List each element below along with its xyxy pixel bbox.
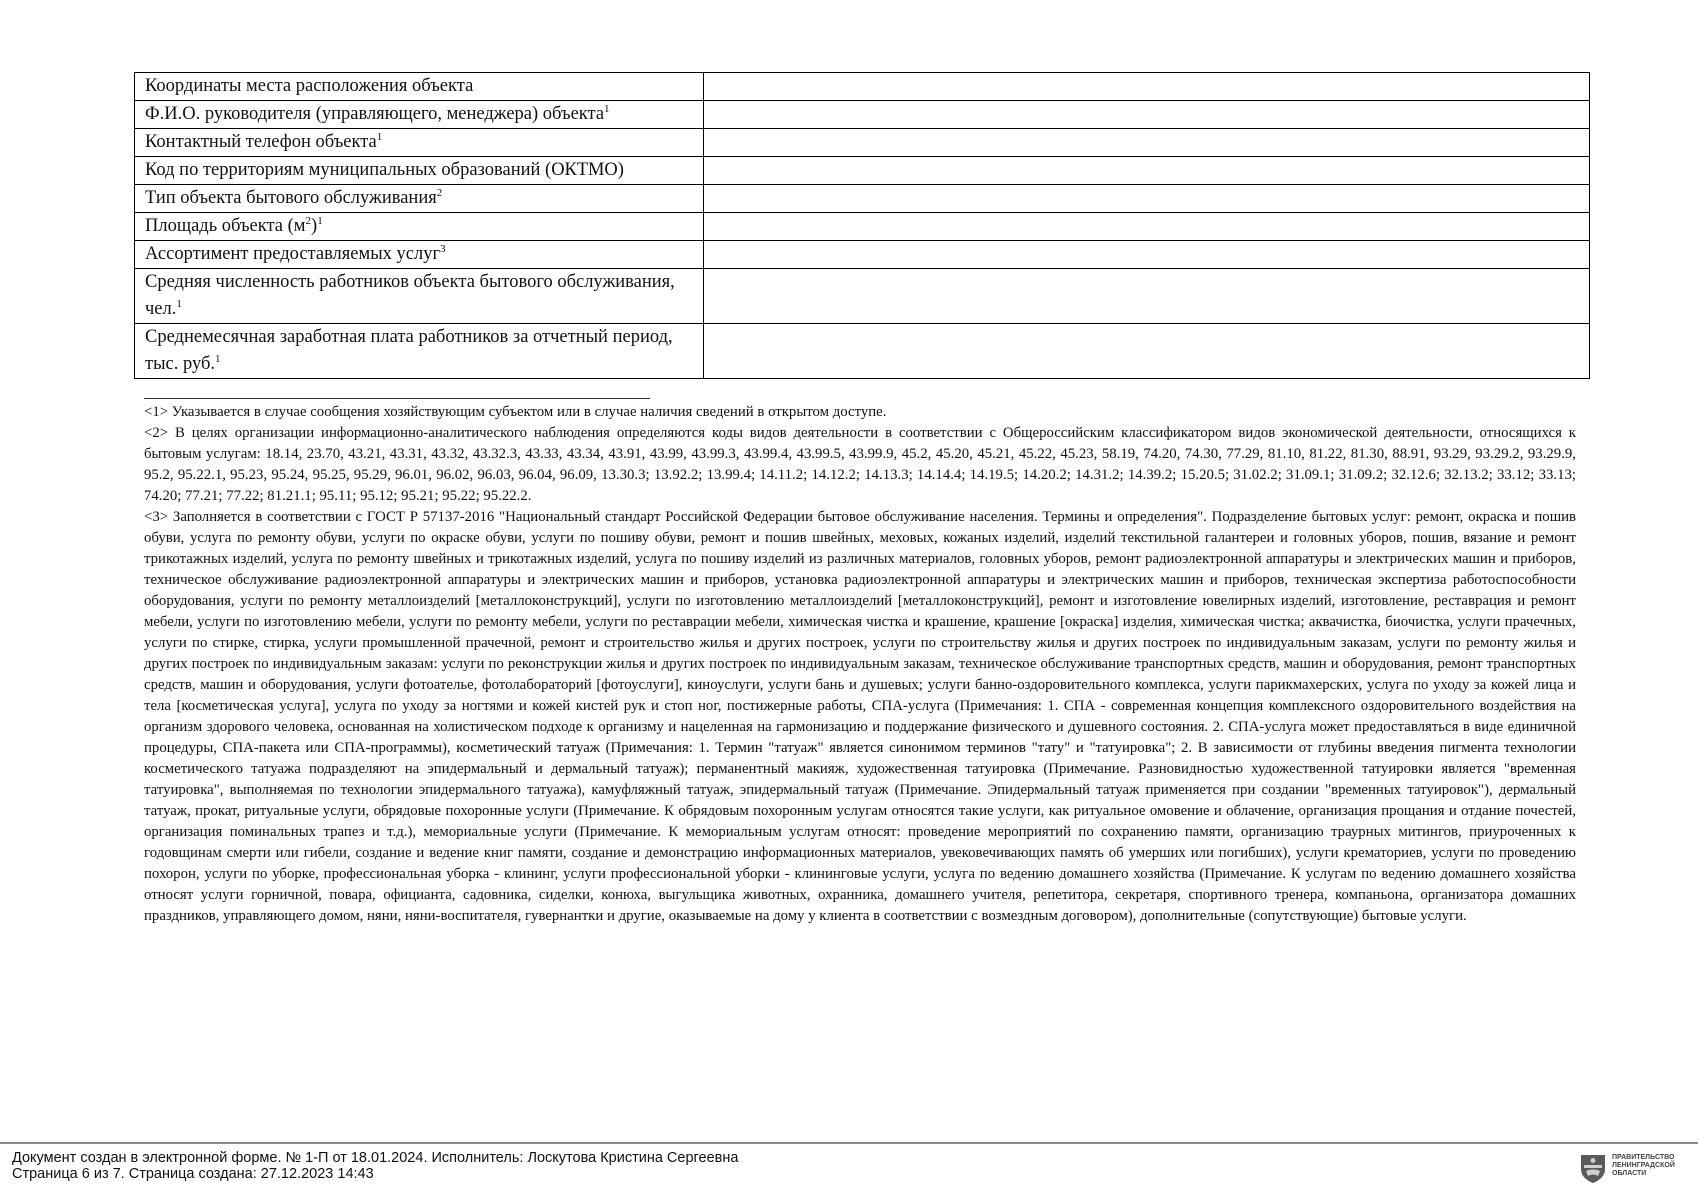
table-row <box>135 73 1590 101</box>
table-row <box>135 269 1590 324</box>
row-label: Координаты места расположения объекта <box>135 73 704 101</box>
logo-caption: ПРАВИТЕЛЬСТВО ЛЕНИНГРАДСКОЙ ОБЛАСТИ <box>1612 1154 1675 1177</box>
coat-of-arms-icon <box>1580 1154 1606 1184</box>
table-row <box>135 324 1590 379</box>
footnote-ref: 1 <box>215 352 221 365</box>
footnote-ref: 1 <box>176 297 182 310</box>
table-row <box>135 129 1590 157</box>
row-value <box>704 73 1590 101</box>
table-row <box>135 185 1590 213</box>
footnote-ref: 3 <box>440 242 446 255</box>
footnote-ref: 1 <box>376 130 383 143</box>
table-row <box>135 157 1590 185</box>
footnote-3: <3> Заполняется в соответствии с ГОСТ Р 57137-2016 "Национальный стандарт Российской Федерации бытовое обслуживание населения. Термины и определения". Подразделение бытовых услуг: ремонт, окраска и пошив обуви, услуга по ремонту обуви, услуги по окраске обуви, услуги по пошиву обуви, ремонт и пошив швейных, меховых, кожаных изделий, изделий текстильной галантереи и головных уборов, пошив, вязание и ремонт трикотажных изделий, услуга по ремонту швейных и трикотажных изделий, услуга по пошиву изделий из различных материалов, головных уборов, ремонт радиоэлектронной аппаратуры и электрических машин и приборов, техническое обслуживание радиоэлектронной аппаратуры и электрических машин и приборов, установка радиоэлектронной аппаратуры и электрических машин и приборов, техническая экспертиза работоспособности оборудования, услуги по ремонту металлоизделий [металлоконструкций], услуги по изготовлению металлоизделий [металлоконструкций], ремонт и изготовление ювелирных изделий, изготовление, реставрация и ремонт мебели, услуги по изготовлению мебели, услуги по ремонту мебели, услуги по реставрации мебели, химическая чистка и крашение, крашение [окраска] изделия, химическая чистка; аквачистка, биочистка, услуги прачечных, услуги по стирке, стирка, услуги промышленной прачечной, ремонт и строительство жилья и других построек, услуги по строительству жилья и других построек по индивидуальным заказам, услуги по ремонту жилья и других построек по индивидуальным заказам: услуги по реконструкции жилья и других построек по индивидуальным заказам, техническое обслуживание транспортных средств, машин и оборудования, ремонт транспортных средств, машин и оборудования, услуги фотоателье, фотолабораторий [фотоуслуги], киноуслуги, услуги бань и душевых; услуги банно-оздоровительного комплекса, услуги парикмахерских, услуга по уходу за кожей лица и тела [косметическая услуга], услуга по уходу за ногтями и кожей кистей рук и стоп ног, постижерные работы, СПА-услуга (Примечания: 1. СПА - современная концепция комплексного оздоровительного воздействия на организм здорового человека, основанная на холистическом подходе к организму и нацеленная на гармонизацию и поддержание физического и душевного состояния. 2. СПА-услуга может предоставляться в виде единичной процедуры, СПА-пакета или СПА-программы), косметический татуаж (Примечания: 1. Термин "татуаж" является синонимом терминов "тату" и "татуировка"; 2. В зависимости от глубины введения пигмента технологии косметического татуажа подразделяют на эпидермальный и дермальный татуаж); перманентный макияж, художественная татуировка (Примечание. Разновидностью художественной татуировки является "временная татуировка", выполняемая по технологии эпидермального татуажа), камуфляжный татуаж, эпидермальный татуаж (Примечание. Эпидермальный татуаж применяется при создании "временных татуировок"), дермальный татуаж, прокат, ритуальные услуги, обрядовые похоронные услуги (Примечание. К обрядовым похоронным услугам относятся такие услуги, как ритуальное омовение и облачение, организация прощания и отдание почестей, организация поминальных трапез и т.д.), мемориальные услуги (Примечание. К мемориальным услугам относят: проведение мероприятий по сохранению памяти, организацию траурных митингов, приуроченных к годовщинам смерти или гибели, создание и ведение книг памяти, создание и демонстрацию информационных материалов, увековечивающих память об умерших или погибших), услуги крематориев, услуги по проведению похорон, услуги по уборке, профессиональная уборка - клининг, услуги профессиональной уборки - клининговые услуги, услуга по ведению домашнего хозяйства (Примечание. К услугам по ведению домашнего хозяйства относят услуги горничной, повара, официанта, садовника, сиделки, конюха, выгульщика животных, охранника, домашнего учителя, репетитора, секретаря, спортивного тренера, компаньона, организатора домашних праздников, управляющего домом, няни, няни-воспитателя, гувернантки и другие, оказываемые на дому у клиента в соответствии с возмездным договором), дополнительные (сопутствующие) бытовые услуги. <box>144 509 1576 924</box>
table-row <box>135 241 1590 269</box>
footnotes <box>144 402 1576 927</box>
row-value <box>704 129 1590 157</box>
row-label: Средняя численность работников объекта бытового обслуживания, чел.$^1$ <box>135 269 704 324</box>
row-value <box>704 241 1590 269</box>
footer-document-info: Документ создан в электронной форме. № 1-П от 18.01.2024. Исполнитель: Лоскутова Кристина Сергеевна <box>12 1150 739 1166</box>
footnote-ref: 1 <box>604 102 610 115</box>
footnote-ref: 1 <box>317 214 323 227</box>
row-label: Тип объекта бытового обслуживания$^2$ <box>135 185 704 213</box>
footnote-2: <2> В целях организации информационно-аналитического наблюдения определяются коды видов деятельности в соответствии с Общероссийским классификатором видов экономической деятельности, относящихся к бытовым услугам: 18.14, 23.70, 43.21, 43.31, 43.32, 43.32.3, 43.33, 43.34, 43.91, 43.99, 43.99.3, 43.99.4, 43.99.5, 43.99.9, 45.2, 45.20, 45.21, 45.22, 45.23, 58.19, 74.20, 74.30, 77.29, 81.10, 81.22, 81.30, 88.91, 93.29, 93.29.2, 93.29.9, 95.2, 95.22.1, 95.23, 95.24, 95.25, 95.29, 96.01, 96.02, 96.03, 96.04, 96.09, 13.30.3; 13.92.2; 13.99.4; 14.11.2; 14.12.2; 14.13.3; 14.14.4; 14.19.5; 14.20.2; 14.31.2; 14.39.2; 15.20.5; 31.02.2; 31.09.1; 31.09.2; 32.12.6; 32.13.2; 33.12; 33.13; 74.20; 77.21; 77.22; 81.21.1; 95.11; 95.12; 95.21; 95.22; 95.22.2. <box>144 425 1576 504</box>
row-label: Ассортимент предоставляемых услуг$^3$ <box>135 241 704 269</box>
page-footer <box>0 1142 1698 1202</box>
row-value <box>704 185 1590 213</box>
row-label: Код по территориям муниципальных образований (ОКТМО) <box>135 157 704 185</box>
unit-exponent: 2 <box>305 214 312 227</box>
table-row <box>135 101 1590 129</box>
footnote-separator <box>144 398 650 399</box>
footnote-ref: 2 <box>436 186 443 199</box>
footnote-1: <1> Указывается в случае сообщения хозяйствующим субъектом или в случае наличия сведений в открытом доступе. <box>144 404 887 420</box>
row-label: Площадь объекта $(м^2)^1$ <box>135 213 704 241</box>
table-row <box>135 213 1590 241</box>
row-value <box>704 324 1590 379</box>
row-label: Контактный телефон объекта$^1$ <box>135 129 704 157</box>
footer-text <box>12 1150 738 1182</box>
footer-page-info: Страница 6 из 7. Страница создана: 27.12.2023 14:43 <box>12 1166 374 1182</box>
row-value <box>704 269 1590 324</box>
row-value <box>704 157 1590 185</box>
row-value <box>704 213 1590 241</box>
government-logo <box>1580 1154 1684 1184</box>
row-label: Среднемесячная заработная плата работников за отчетный период, тыс. руб.$^1$ <box>135 324 704 379</box>
object-info-table <box>134 72 1590 379</box>
info-table-container <box>134 72 1590 379</box>
row-value <box>704 101 1590 129</box>
row-label: Ф.И.О. руководителя (управляющего, менеджера) объекта$^1$ <box>135 101 704 129</box>
